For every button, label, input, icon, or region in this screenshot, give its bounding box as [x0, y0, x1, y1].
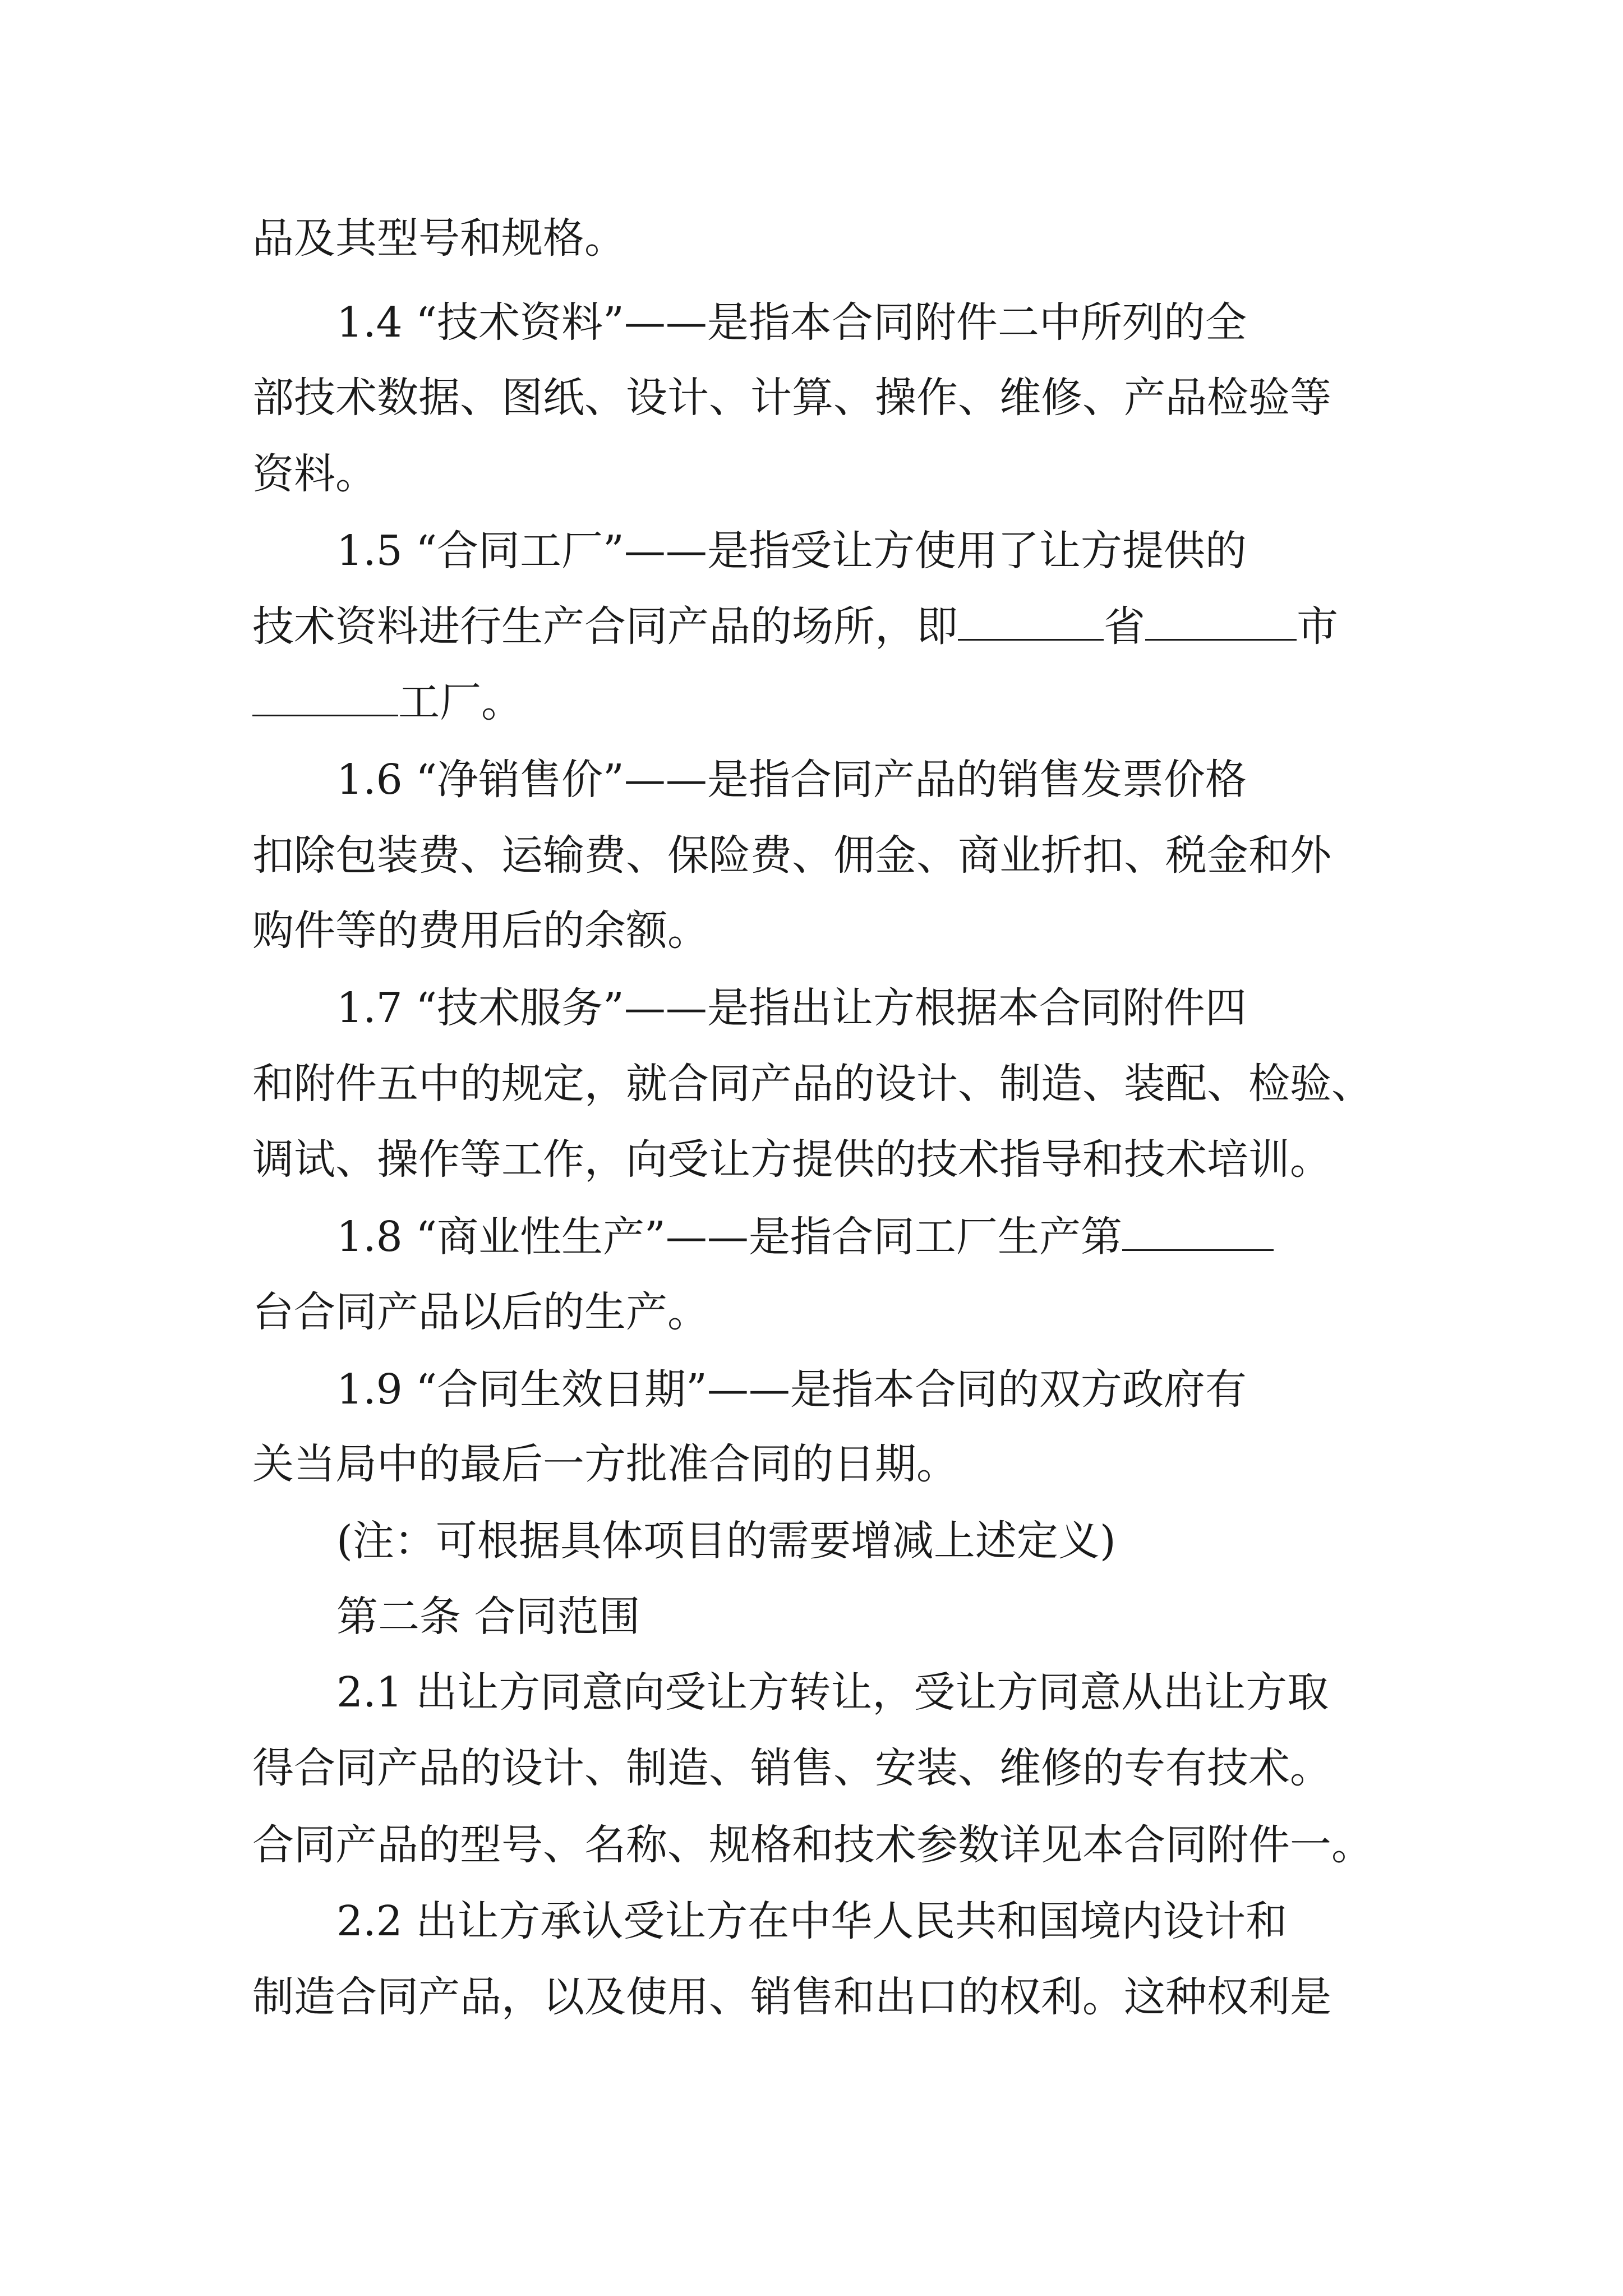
text-segment: 市 — [1297, 602, 1338, 651]
note-line: (注：可根据具体项目的需要增减上述定义) — [336, 1517, 1116, 1565]
text-line-with-blanks — [252, 678, 523, 726]
text-segment: 技术资料进行生产合同产品的场所，即 — [252, 602, 958, 651]
text-line: 扣除包装费、运输费、保险费、佣金、商业折扣、税金和外 — [252, 831, 1331, 880]
text-line: 合同产品的型号、名称、规格和技术参数详见本合同附件一。 — [252, 1821, 1373, 1869]
clause-1-6: 1.6 “净销售价”——是指合同产品的销售发票价格 — [336, 756, 1247, 804]
clause-1-8 — [336, 1213, 1274, 1261]
text-line: 资料。 — [252, 450, 377, 498]
fill-in-blank — [958, 606, 1104, 641]
clause-2-2: 2.2 出让方承认受让方在中华人民共和国境内设计和 — [336, 1897, 1288, 1945]
fill-in-blank — [1122, 1217, 1274, 1251]
clause-1-4: 1.4 “技术资料”——是指本合同附件二中所列的全 — [336, 298, 1247, 347]
text-line-with-blanks — [252, 602, 1338, 651]
text-line: 调试、操作等工作，向受让方提供的技术指导和技术培训。 — [252, 1135, 1331, 1184]
text-line: 和附件五中的规定，就合同产品的设计、制造、装配、检验、 — [252, 1060, 1373, 1108]
text-line: 台合同产品以后的生产。 — [252, 1288, 709, 1336]
article-2-heading: 第二条 合同范围 — [336, 1593, 640, 1641]
text-segment: 1.8 “商业性生产”——是指合同工厂生产第 — [336, 1213, 1122, 1261]
text-segment: 省 — [1104, 602, 1145, 651]
text-line: 品及其型号和规格。 — [252, 214, 626, 263]
clause-1-9: 1.9 “合同生效日期”——是指本合同的双方政府有 — [336, 1365, 1247, 1414]
text-line: 制造合同产品，以及使用、销售和出口的权利。这种权利是 — [252, 1973, 1331, 2021]
clause-1-7: 1.7 “技术服务”——是指出让方根据本合同附件四 — [336, 984, 1247, 1032]
text-line: 购件等的费用后的余额。 — [252, 907, 709, 955]
fill-in-blank — [252, 682, 398, 716]
fill-in-blank — [1145, 606, 1297, 641]
clause-1-5: 1.5 “合同工厂”——是指受让方使用了让方提供的 — [336, 527, 1247, 575]
text-line: 得合同产品的设计、制造、销售、安装、维修的专有技术。 — [252, 1744, 1331, 1792]
text-line: 关当局中的最后一方批准合同的日期。 — [252, 1440, 958, 1488]
text-line: 部技术数据、图纸、设计、计算、操作、维修、产品检验等 — [252, 374, 1331, 422]
clause-2-1: 2.1 出让方同意向受让方转让，受让方同意从出让方取 — [336, 1668, 1329, 1717]
text-segment: 工厂。 — [398, 678, 523, 726]
